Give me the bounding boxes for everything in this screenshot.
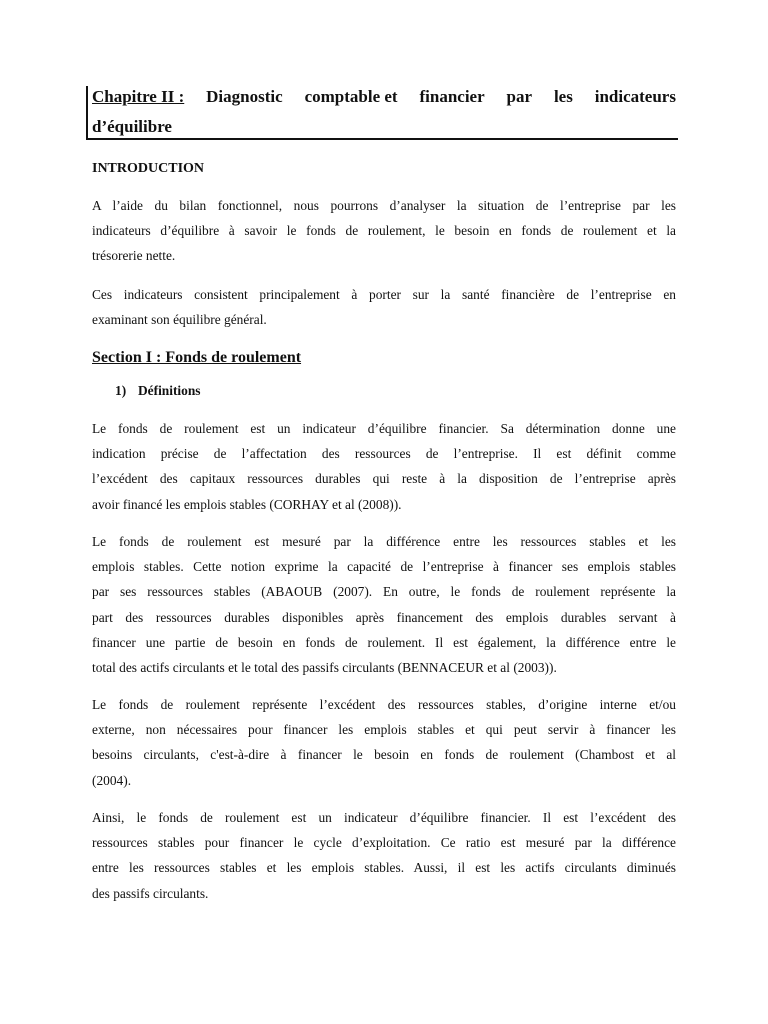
chapter-title-word: Diagnostic xyxy=(206,87,283,106)
text-line: indicateurs d’équilibre à savoir le fonds de roulement, le besoin en fonds de roulement et la xyxy=(92,223,676,239)
text-line: emplois stables. Cette notion exprime la capacité de l’entreprise à financer ses emplois stables xyxy=(92,559,676,575)
chapter-title-word: indicateurs xyxy=(594,87,676,106)
chapter-title-word: les xyxy=(553,87,573,106)
text-line: A l’aide du bilan fonctionnel, nous pourrons d’analyser la situation de l’entreprise par les xyxy=(92,198,676,213)
body-paragraph xyxy=(92,692,676,793)
text-line: part des ressources durables disponibles après financement des emplois durables servant à xyxy=(92,609,676,625)
text-line: indication précise de l’affectation des ressources de l’entreprise. Il est définit comme xyxy=(92,446,676,462)
text-line: besoins circulants, c'est-à-dire à financer le besoin en fonds de roulement (Chambost et al xyxy=(92,747,676,763)
body-paragraph xyxy=(92,529,676,680)
body-paragraph xyxy=(92,805,676,906)
text-line: entre les ressources stables et les emplois stables. Aussi, il est les actifs circulants diminués xyxy=(92,860,676,876)
text-line: financer une partie de besoin en fonds de roulement. Il est également, la différence entre le xyxy=(92,634,676,650)
text-line: ressources stables pour financer le cycle d’exploitation. Ce ratio est mesuré par la différence xyxy=(92,835,676,851)
text-line: par ses ressources stables (ABAOUB (2007). En outre, le fonds de roulement représente la xyxy=(92,584,676,600)
text-line: Le fonds de roulement est un indicateur d’équilibre financier. Sa détermination donne une xyxy=(92,421,676,436)
section-heading: Section I : Fonds de roulement xyxy=(92,349,302,366)
text-line: avoir financé les emplois stables (CORHAY et al (2008)). xyxy=(92,496,402,512)
text-line: trésorerie nette. xyxy=(92,248,176,264)
text-line: des passifs circulants. xyxy=(92,885,209,901)
body-paragraph xyxy=(92,416,676,517)
chapter-title xyxy=(92,86,676,108)
chapter-title-word: comptable et xyxy=(304,87,398,106)
chapter-title-continuation: d’équilibre xyxy=(92,117,172,136)
chapter-label: Chapitre II : xyxy=(92,87,185,106)
text-line: Ainsi, le fonds de roulement est un indicateur d’équilibre financier. Il est l’excédent des xyxy=(92,810,676,825)
text-line: l’excédent des capitaux ressources durables qui reste à la disposition de l’entreprise après xyxy=(92,471,676,487)
text-line: externe, non nécessaires pour financer les emplois stables et qui peut servir à financer les xyxy=(92,722,676,738)
text-line: Le fonds de roulement est mesuré par la différence entre les ressources stables et les xyxy=(92,534,676,549)
text-line: (2004). xyxy=(92,772,132,788)
text-line: Ces indicateurs consistent principalement à porter sur la santé financière de l’entreprise en xyxy=(92,287,676,302)
text-line: examinant son équilibre général. xyxy=(92,312,267,328)
text-line: total des actifs circulants et le total des passifs circulants (BENNACEUR et al (2003)). xyxy=(92,659,557,675)
intro-paragraph xyxy=(92,282,676,332)
subsection-number: 1) xyxy=(115,383,127,398)
chapter-title-word: financier xyxy=(419,87,485,106)
subsection-title: Définitions xyxy=(138,383,201,398)
subsection-heading xyxy=(115,381,201,401)
text-line: Le fonds de roulement représente l’excédent des ressources stables, d’origine interne et/ou xyxy=(92,697,676,712)
intro-paragraph xyxy=(92,193,676,269)
chapter-title-word: par xyxy=(506,87,533,106)
introduction-heading: INTRODUCTION xyxy=(92,161,205,176)
